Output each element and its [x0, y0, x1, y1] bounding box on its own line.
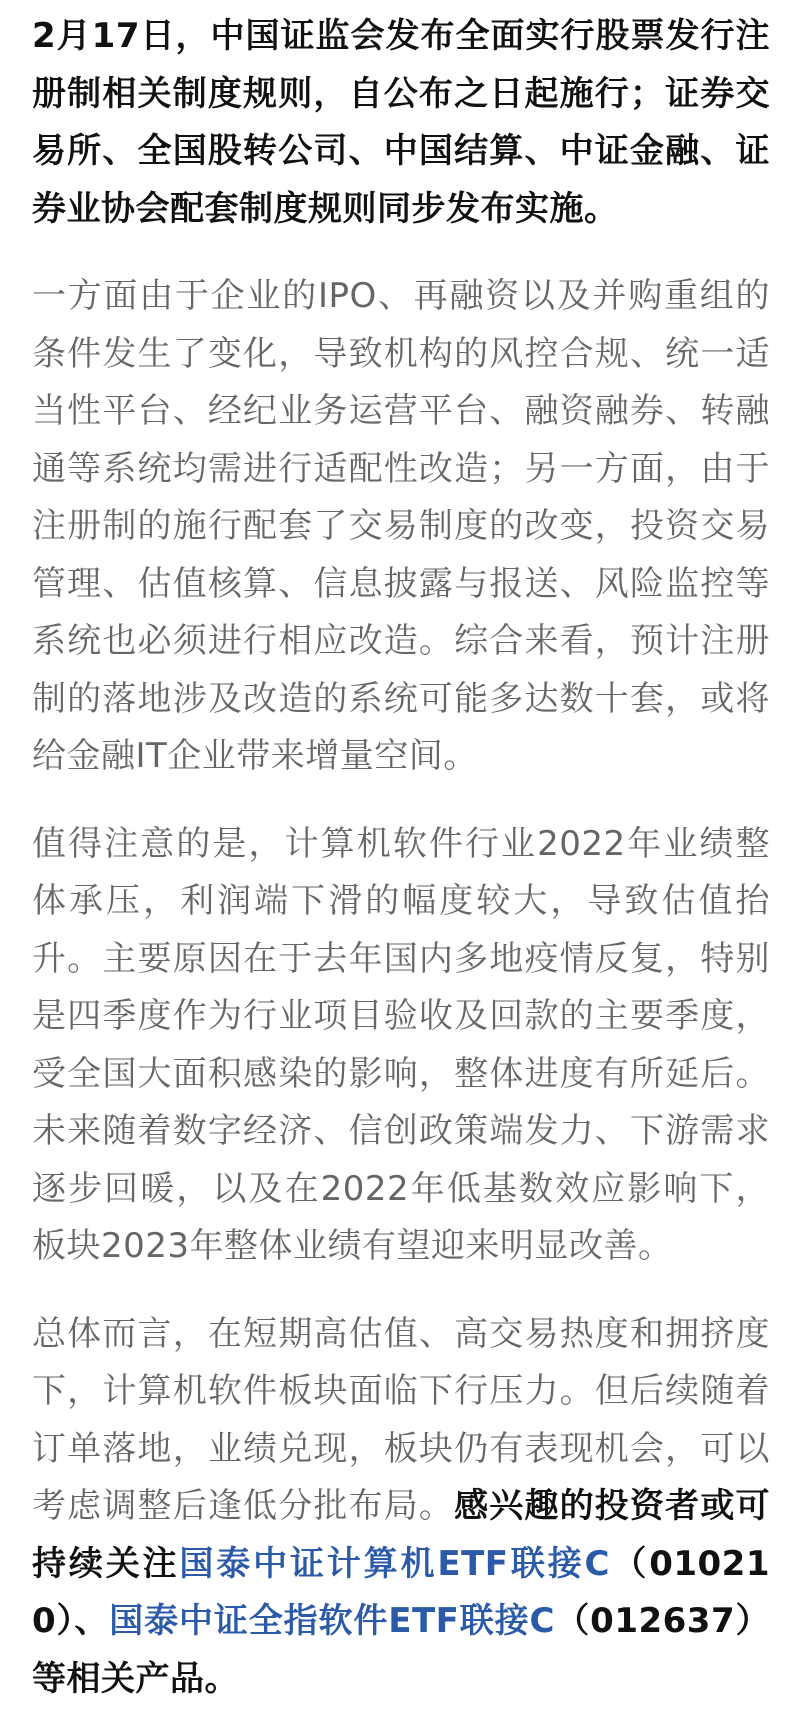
conclusion-text: 总体而言，在短期高估值、高交易热度和拥挤度下，计算机软件板块面临下行压力。但后续随着订单落地，业绩兑现，板块仍有表现机会，可以考虑调整后逢低分批布局。	[32, 1313, 770, 1526]
paragraph-conclusion	[32, 1306, 770, 1709]
paragraph-it-reform: 一方面由于企业的IPO、再融资以及并购重组的条件发生了变化，导致机构的风控合规、统一适当性平台、经纪业务运营平台、融资融券、转融通等系统均需进行适配性改造；另一方面，由于注册制的施行配套了交易制度的改变，投资交易管理、估值核算、信息披露与报送、风险监控等系统也必须进行相应改造。综合来看，预计注册制的落地涉及改造的系统可能多达数十套，或将给金融IT企业带来增量空间。	[32, 276, 770, 776]
paragraph-announcement: 2月17日，中国证监会发布全面实行股票发行注册制相关制度规则，自公布之日起施行；证券交易所、全国股转公司、中国结算、中证金融、证券业协会配套制度规则同步发布实施。	[32, 16, 770, 229]
recommendation-lead: 感兴趣的投资者或可持续关注	[32, 1486, 771, 1584]
product-code-software-etf: （012637）等相关产品。	[32, 1601, 770, 1699]
paragraph-industry-performance: 值得注意的是，计算机软件行业2022年业绩整体承压，利润端下滑的幅度较大，导致估值抬升。主要原因在于去年国内多地疫情反复，特别是四季度作为行业项目验收及回款的主要季度，受全国大面积感染的影响，整体进度有所延后。未来随着数字经济、信创政策端发力、下游需求逐步回暖，以及在2022年低基数效应影响下，板块2023年整体业绩有望迎来明显改善。	[32, 823, 770, 1266]
product-link-software-etf[interactable]: 国泰中证全指软件ETF联接C	[109, 1601, 555, 1641]
product-code-computer-etf: （010210）、	[32, 1543, 770, 1641]
product-link-computer-etf[interactable]: 国泰中证计算机ETF联接C	[179, 1543, 610, 1584]
